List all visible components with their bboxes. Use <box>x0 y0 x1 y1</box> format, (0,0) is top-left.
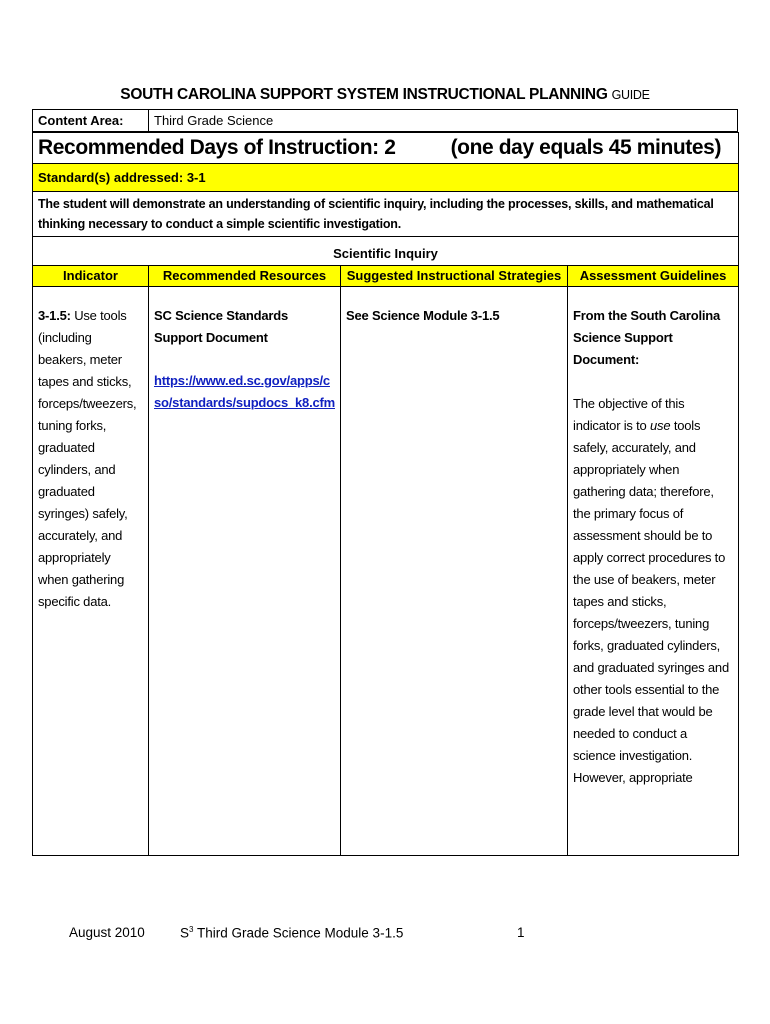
column-headers <box>33 266 739 287</box>
header-indicator: Indicator <box>33 266 149 287</box>
title-main: SOUTH CAROLINA SUPPORT SYSTEM INSTRUCTIONAL PLANNING <box>120 86 608 103</box>
indicator-code: 3-1.5: <box>38 308 71 323</box>
standard-addressed: Standard(s) addressed: 3-1 <box>33 164 739 192</box>
standard-row <box>33 164 739 192</box>
assessment-heading: From the South Carolina Science Support Document: <box>573 308 721 367</box>
header-table <box>32 109 738 132</box>
document-title <box>0 86 770 104</box>
standard-statement: The student will demonstrate an understanding of scientific inquiry, including the processes, skills, and mathematical thinking necessary to conduct a simple scientific investigation. <box>33 192 739 237</box>
content-area-label: Content Area: <box>33 110 149 132</box>
footer-date: August 2010 <box>69 925 145 940</box>
strategies-cell <box>341 287 568 856</box>
assessment-text-emphasis: use <box>650 418 671 433</box>
resource-link[interactable]: https://www.ed.sc.gov/apps/cso/standards/supdocs_k8.cfm <box>154 373 335 410</box>
header-assessment: Assessment Guidelines <box>568 266 739 287</box>
statement-row <box>33 192 739 237</box>
resources-cell <box>149 287 341 856</box>
main-table <box>32 132 739 856</box>
strategies-text: See Science Module 3-1.5 <box>346 308 500 323</box>
day-length-note: (one day equals 45 minutes) <box>450 136 722 159</box>
footer-module-sup: 3 <box>189 925 194 934</box>
assessment-text-post: tools safely, accurately, and appropriately when gathering data; therefore, the primary focus of assessment should be to apply correct procedures to the use of beakers, meter tapes and sticks, forceps/tweezers, tuning forks, graduated cylinders, and graduated syringes and other tools essential to the grade level that would be needed to conduct a science investigation. However, appropriate <box>573 418 729 785</box>
days-of-instruction: Recommended Days of Instruction: 2 <box>38 136 396 159</box>
assessment-text-pre: The objective of this indicator is to <box>573 396 685 433</box>
section-row <box>33 237 739 266</box>
header-strategies: Suggested Instructional Strategies <box>341 266 568 287</box>
section-title: Scientific Inquiry <box>33 237 739 266</box>
indicator-text: Use tools (including beakers, meter tapes and sticks, forceps/tweezers, tuning forks, graduated cylinders, and graduated syringes) safely, accurately, and appropriately when gathering specific data. <box>38 308 137 609</box>
assessment-cell <box>568 287 739 856</box>
footer-module <box>180 925 403 941</box>
content-area-row <box>33 110 738 132</box>
footer-module-text: Third Grade Science Module 3-1.5 <box>193 925 404 941</box>
footer-module-prefix: S <box>180 925 190 941</box>
header-resources: Recommended Resources <box>149 266 341 287</box>
title-suffix: GUIDE <box>611 88 650 102</box>
indicator-cell <box>33 287 149 856</box>
days-row <box>33 133 739 164</box>
content-row <box>33 287 739 856</box>
resource-title: SC Science Standards Support Document <box>154 308 288 345</box>
planning-guide-sheet <box>32 109 738 856</box>
page-number: 1 <box>517 925 525 940</box>
content-area-value: Third Grade Science <box>149 110 738 132</box>
